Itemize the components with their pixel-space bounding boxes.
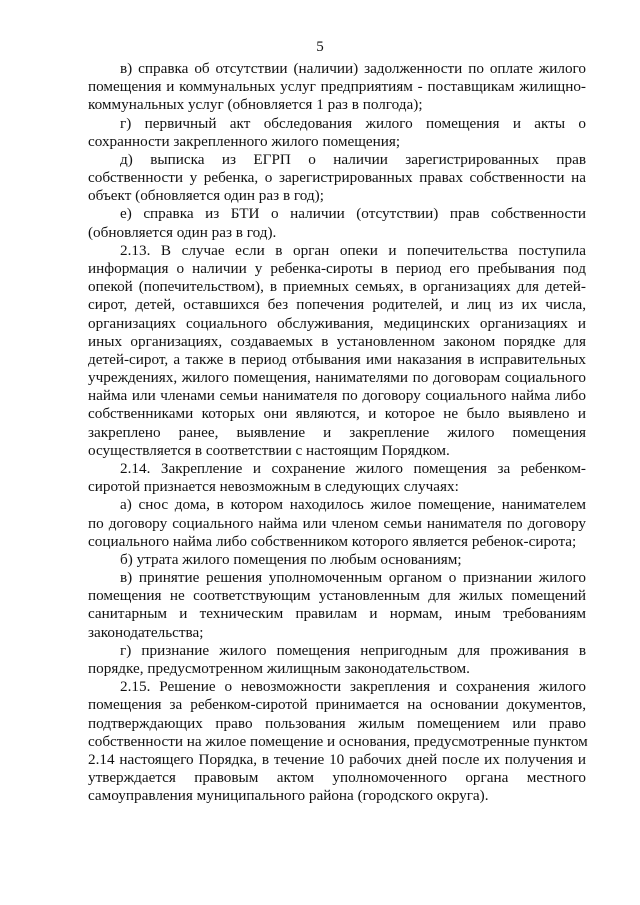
text-line: е) справка из БТИ о наличии (отсутствии) прав собственности [120, 205, 586, 223]
text-line: г) признание жилого помещения непригодным для проживания в [120, 641, 586, 659]
text-line: 2.14 настоящего Порядка, в течение 10 рабочих дней после их получения и [88, 750, 586, 768]
text-line: в) принятие решения уполномоченным органом о признании жилого [120, 569, 586, 586]
text-line: учреждениях, жилого помещения, нанимателями по договорам социального [88, 369, 586, 387]
text-line: а) снос дома, в котором находилось жилое помещение, нанимателем [120, 496, 586, 514]
text-line: помещения и коммунальных услуг предприятиям - поставщикам жилищно- [88, 78, 586, 96]
text-line: осуществляется в соответствии с настоящим Порядком. [88, 441, 450, 459]
text-line: порядке, предусмотренном жилищным законодательством. [88, 659, 470, 677]
text-line: утверждается правовым актом уполномоченного органа местного [88, 769, 586, 786]
text-line: сохранности закрепленного жилого помещения; [88, 132, 401, 150]
text-line: г) первичный акт обследования жилого помещения и акты о [120, 114, 586, 132]
text-line: сирот, детей, оставшихся без попечения родителей, и лиц из их числа, [88, 296, 586, 314]
text-line: собственности у ребенка, о зарегистрированных правах собственности на [88, 169, 586, 187]
text-line: в) справка об отсутствии (наличии) задолженности по оплате жилого [120, 60, 586, 77]
page-number: 5 [316, 39, 324, 55]
text-line: законодательства; [88, 623, 204, 641]
text-line: информация о наличии у ребенка-сироты в период его пребывания под [88, 260, 586, 277]
text-line: 2.13. В случае если в орган опеки и попечительства поступила [120, 241, 586, 259]
text-line: подтверждающих право пользования жилым помещением или право [88, 714, 586, 732]
text-line: объект (обновляется один раз в год); [88, 187, 324, 205]
text-line: д) выписка из ЕГРП о наличии зарегистрированных прав [120, 150, 586, 168]
text-line: самоуправления муниципального района (городского округа). [88, 787, 489, 805]
text-line: по договору социального найма или членом семьи нанимателя по договору [88, 514, 586, 532]
text-line: (обновляется один раз в год). [88, 223, 277, 241]
text-line: опекой (попечительством), в приемных семьях, в организациях для детей- [88, 278, 586, 296]
text-line: закреплено ранее, выявление и закрепление жилого помещения [88, 423, 586, 441]
text-line: санитарным и техническим правилам и нормам, иным требованиям [88, 605, 586, 623]
text-line: помещения не соответствующим установленным для жилых помещений [88, 587, 586, 605]
text-line: найма или членами семьи нанимателя по договору социального найма либо [88, 387, 586, 405]
text-line: социального найма либо собственником которого является ребенок-сирота; [88, 532, 577, 550]
text-line: сиротой признается невозможным в следующих случаях: [88, 478, 459, 496]
text-line: б) утрата жилого помещения по любым основаниям; [120, 550, 462, 568]
text-line: иных организациях, создаваемых в установленном законом порядке для [88, 332, 586, 350]
text-line: 2.14. Закрепление и сохранение жилого помещения за ребенком- [120, 460, 586, 477]
text-line: коммунальных услуг (обновляется 1 раз в полгода); [88, 96, 423, 114]
text-line: помещения за ребенком-сиротой принимается на основании документов, [88, 696, 586, 714]
text-line: организациях социального обслуживания, медицинских организациях и [88, 314, 586, 332]
text-line: детей-сирот, а также в период отбывания ими наказания в исправительных [88, 350, 586, 368]
text-line: собственности на жилое помещение и основания, предусмотренные пунктом [88, 732, 588, 750]
text-line: 2.15. Решение о невозможности закрепления и сохранения жилого [120, 678, 586, 696]
text-line: собственниками которых они являются, и которое не было выявлено и [88, 405, 586, 423]
